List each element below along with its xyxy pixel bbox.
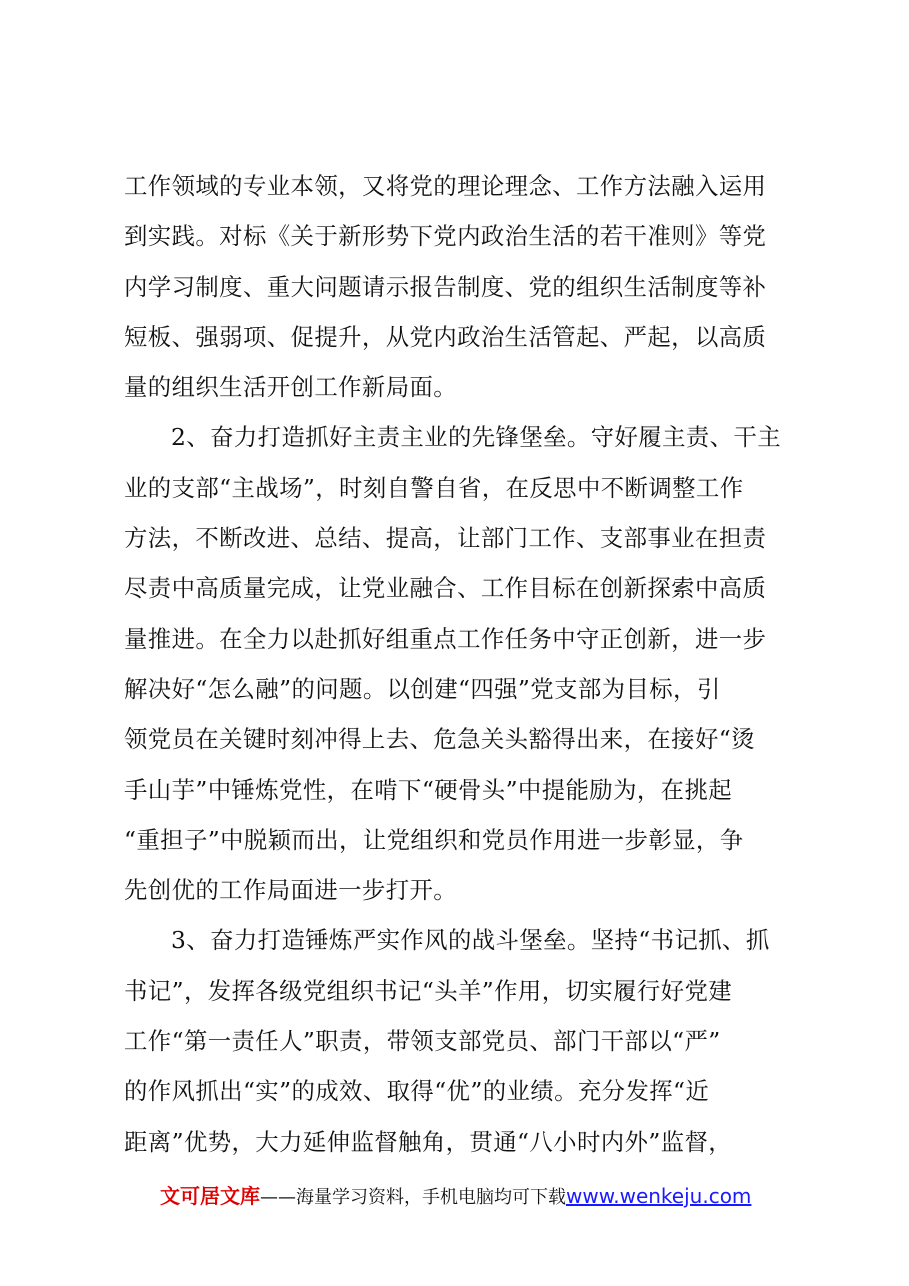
text-line: 先创优的工作局面进一步打开。 bbox=[124, 876, 458, 905]
text-line: 短板、强弱项、促提升，从党内政治生活管起、严起，以高质 bbox=[124, 322, 767, 351]
text-line: 业的支部“主战场”，时刻自警自省，在反思中不断调整工作 bbox=[124, 473, 744, 502]
text-line: 工作领域的专业本领，又将党的理论理念、工作方法融入运用 bbox=[124, 172, 767, 200]
text-line: 手山芋”中锤炼党性，在啃下“硬骨头”中提能励为，在挑起 bbox=[124, 775, 733, 804]
footer-tagline: ——海量学习资料，手机电脑均可下载 bbox=[260, 1187, 566, 1208]
footer-website-link[interactable]: www.wenkeju.com bbox=[566, 1184, 752, 1208]
text-line: 工作“第一责任人”职责，带领支部党员、部门干部以“严” bbox=[124, 1027, 721, 1056]
text-line: “重担子”中脱颖而出，让党组织和党员作用进一步彰显，争 bbox=[124, 825, 744, 854]
paragraph-start-line: 3、奋力打造锤炼严实作风的战斗堡垒。坚持“书记抓、抓 bbox=[171, 926, 770, 955]
footer-brand: 文可居文库 bbox=[160, 1184, 260, 1208]
text-line: 量推进。在全力以赴抓好组重点工作任务中守正创新，进一步 bbox=[124, 624, 767, 653]
document-body bbox=[124, 168, 800, 1174]
page-footer bbox=[160, 1183, 860, 1211]
text-line: 的作风抓出“实”的成效、取得“优”的业绩。充分发挥“近 bbox=[124, 1077, 710, 1106]
paragraph-start-line: 2、奋力打造抓好主责主业的先锋堡垒。守好履主责、干主 bbox=[171, 423, 782, 452]
text-line: 书记”，发挥各级党组织书记“头羊”作用，切实履行好党建 bbox=[124, 976, 733, 1005]
text-line: 方法，不断改进、总结、提高，让部门工作、支部事业在担责 bbox=[124, 524, 767, 553]
text-line: 尽责中高质量完成，让党业融合、工作目标在创新探索中高质 bbox=[124, 574, 767, 603]
text-line: 距离”优势，大力延伸监督触角，贯通“八小时内外”监督， bbox=[124, 1127, 733, 1156]
text-line: 量的组织生活开创工作新局面。 bbox=[124, 373, 458, 402]
text-line: 到实践。对标《关于新形势下党内政治生活的若干准则》等党 bbox=[124, 222, 767, 251]
text-line: 解决好“怎么融”的问题。以创建“四强”党支部为目标，引 bbox=[124, 674, 721, 703]
text-line: 内学习制度、重大问题请示报告制度、党的组织生活制度等补 bbox=[124, 272, 767, 301]
text-line: 领党员在关键时刻冲得上去、危急关头豁得出来，在接好“烫 bbox=[124, 725, 755, 754]
